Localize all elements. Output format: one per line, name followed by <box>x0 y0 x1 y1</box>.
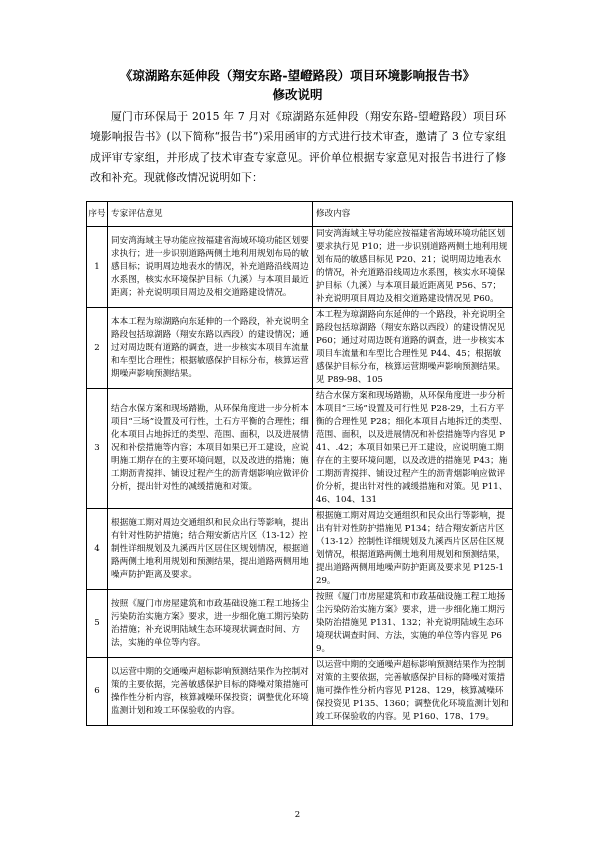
row-revision: 按照《厦门市房屋建筑和市政基础设施工程工地扬尘污染防治实施方案》要求，进一步细化施工期污染防治措施见 P131、132；补充说明陆域生态环境现状调查时间、方法，实施的单位等内容见 P69。 <box>313 590 513 658</box>
page-number: 2 <box>294 810 301 820</box>
table-row <box>87 509 513 590</box>
table-header-row <box>87 202 513 227</box>
table-row <box>87 227 513 308</box>
row-num: 4 <box>87 509 108 590</box>
row-opinion: 按照《厦门市房屋建筑和市政基础设施工程工地扬尘污染防治实施方案》要求，进一步细化施工期污染防治措施；补充说明陆域生态环境现状调查时间、方法，实施的单位等内容。 <box>108 590 313 658</box>
table-row <box>87 590 513 658</box>
row-opinion: 根据施工期对周边交通组织和民众出行等影响，提出有针对性防护措施；结合翔安新店片区（13-12）控制性详细规划及九溪西片区居住区规划情况，根据道路两侧土地利用规划和预测结果，提出道路两侧用地噪声防护距离及要求。 <box>108 509 313 590</box>
table-row <box>87 308 513 389</box>
row-opinion: 本本工程为琼湖路向东延伸的一个路段，补充说明全路段包括琼湖路（翔安东路以西段）的建设情况；通过对周边既有道路的调查，进一步核实本项目车流量和车型比合理性；根据敏感保护目标分布，核算运营期噪声影响预测结果。 <box>108 308 313 389</box>
row-num: 1 <box>87 227 108 308</box>
revision-table <box>86 201 513 726</box>
document-subtitle: 修改说明 <box>272 87 323 102</box>
table-row <box>87 389 513 509</box>
intro-paragraph: 厦门市环保局于 2015 年 7 月对《琼湖路东延伸段（翔安东路-望嶝路段）项目环境影响报告书》(以下简称“报告书”)采用函审的方式进行技术审查，邀请了 3 位专家组成评审专家组，并形成了技术审查专家意见。评价单位根据专家意见对报告书进行了修改和补充。现就修改情况说明如下： <box>90 110 506 185</box>
row-opinion: 以运营中期的交通噪声超标影响预测结果作为控制对策的主要依据，完善敏感保护目标的降噪对策措施可操作性分析内容，核算减噪环保投资；调整优化环境监测计划和竣工环保验收的内容。 <box>108 658 313 726</box>
row-revision: 同安湾海域主导功能应按福建省海域环境功能区划要求执行见 P10；进一步识别道路两侧土地利用规划布局的敏感目标见 P20、21；说明周边地表水的情况，补充道路沿线周边水系图，核实水环境保护目标（九溪）与本项目最近距离见 P56、57；补充说明项目周边及相交道路建设情况见 P60。 <box>313 227 513 308</box>
row-opinion: 同安湾海域主导功能应按福建省海域环境功能区划要求执行；进一步识别道路两侧土地利用规划布局的敏感目标；说明周边地表水的情况，补充道路沿线周边水系图，核实水环境保护目标（九溪）与本项目最近距离；补充说明项目周边及相交道路建设情况。 <box>108 227 313 308</box>
row-num: 6 <box>87 658 108 726</box>
row-num: 5 <box>87 590 108 658</box>
document-title: 《琼湖路东延伸段（翔安东路-望嶝路段）项目环境影响报告书》 <box>119 68 476 83</box>
header-revision: 修改内容 <box>313 202 513 227</box>
row-revision: 本工程为琼湖路向东延伸的一个路段，补充说明全路段包括琼湖路（翔安东路以西段）的建设情况见 P60；通过对周边既有道路的调查，进一步核实本项目车流量和车型比合理性见 P44、45；根据敏感保护目标分布，核算运营期噪声影响预测结果。见 P89-98、105 <box>313 308 513 389</box>
row-num: 2 <box>87 308 108 389</box>
row-revision: 根据施工期对周边交通组织和民众出行等影响，提出有针对性防护措施见 P134；结合翔安新店片区（13-12）控制性详细规划及九溪西片区居住区规划情况，根据道路两侧土地利用规划和预测结果，提出道路两侧用地噪声防护距离及要求见 P125-129。 <box>313 509 513 590</box>
row-num: 3 <box>87 389 108 509</box>
header-opinion: 专家评估意见 <box>108 202 313 227</box>
header-num: 序号 <box>87 202 108 227</box>
table-row <box>87 658 513 726</box>
row-revision: 以运营中期的交通噪声超标影响预测结果作为控制对策的主要依据，完善敏感保护目标的降噪对策措施可操作性分析内容见 P128、129，核算减噪环保投资见 P135、1360；调整优化环境监测计划和竣工环保验收的内容。见 P160、178、179。 <box>313 658 513 726</box>
row-opinion: 结合水保方案和现场踏勘，从环保角度进一步分析本项目“三场”设置及可行性，土石方平衡的合理性；细化本项目占地拆迁的类型、范围、面积，以及进展情况和补偿措施等内容；本项目如果已开工建设，应说明施工期存在的主要环境问题，以及改进的措施；施工期沥青搅拌、铺设过程产生的沥青烟影响应做评价分析，提出针对性的减缓措施和对策。 <box>108 389 313 509</box>
row-revision: 结合水保方案和现场踏勘，从环保角度进一步分析本项目“三场”设置及可行性见 P28-29，土石方平衡的合理性见 P28；细化本项目占地拆迁的类型、范围、面积，以及进展情况和补偿措施等内容见 P41、.42；本项目如果已开工建设，应说明施工期存在的主要环境问题，以及改进的措施见 P43；施工期沥青搅拌、铺设过程产生的沥青烟影响应做评价分析，提出针对性的减缓措施和对策。见 P11、46、104、131 <box>313 389 513 509</box>
